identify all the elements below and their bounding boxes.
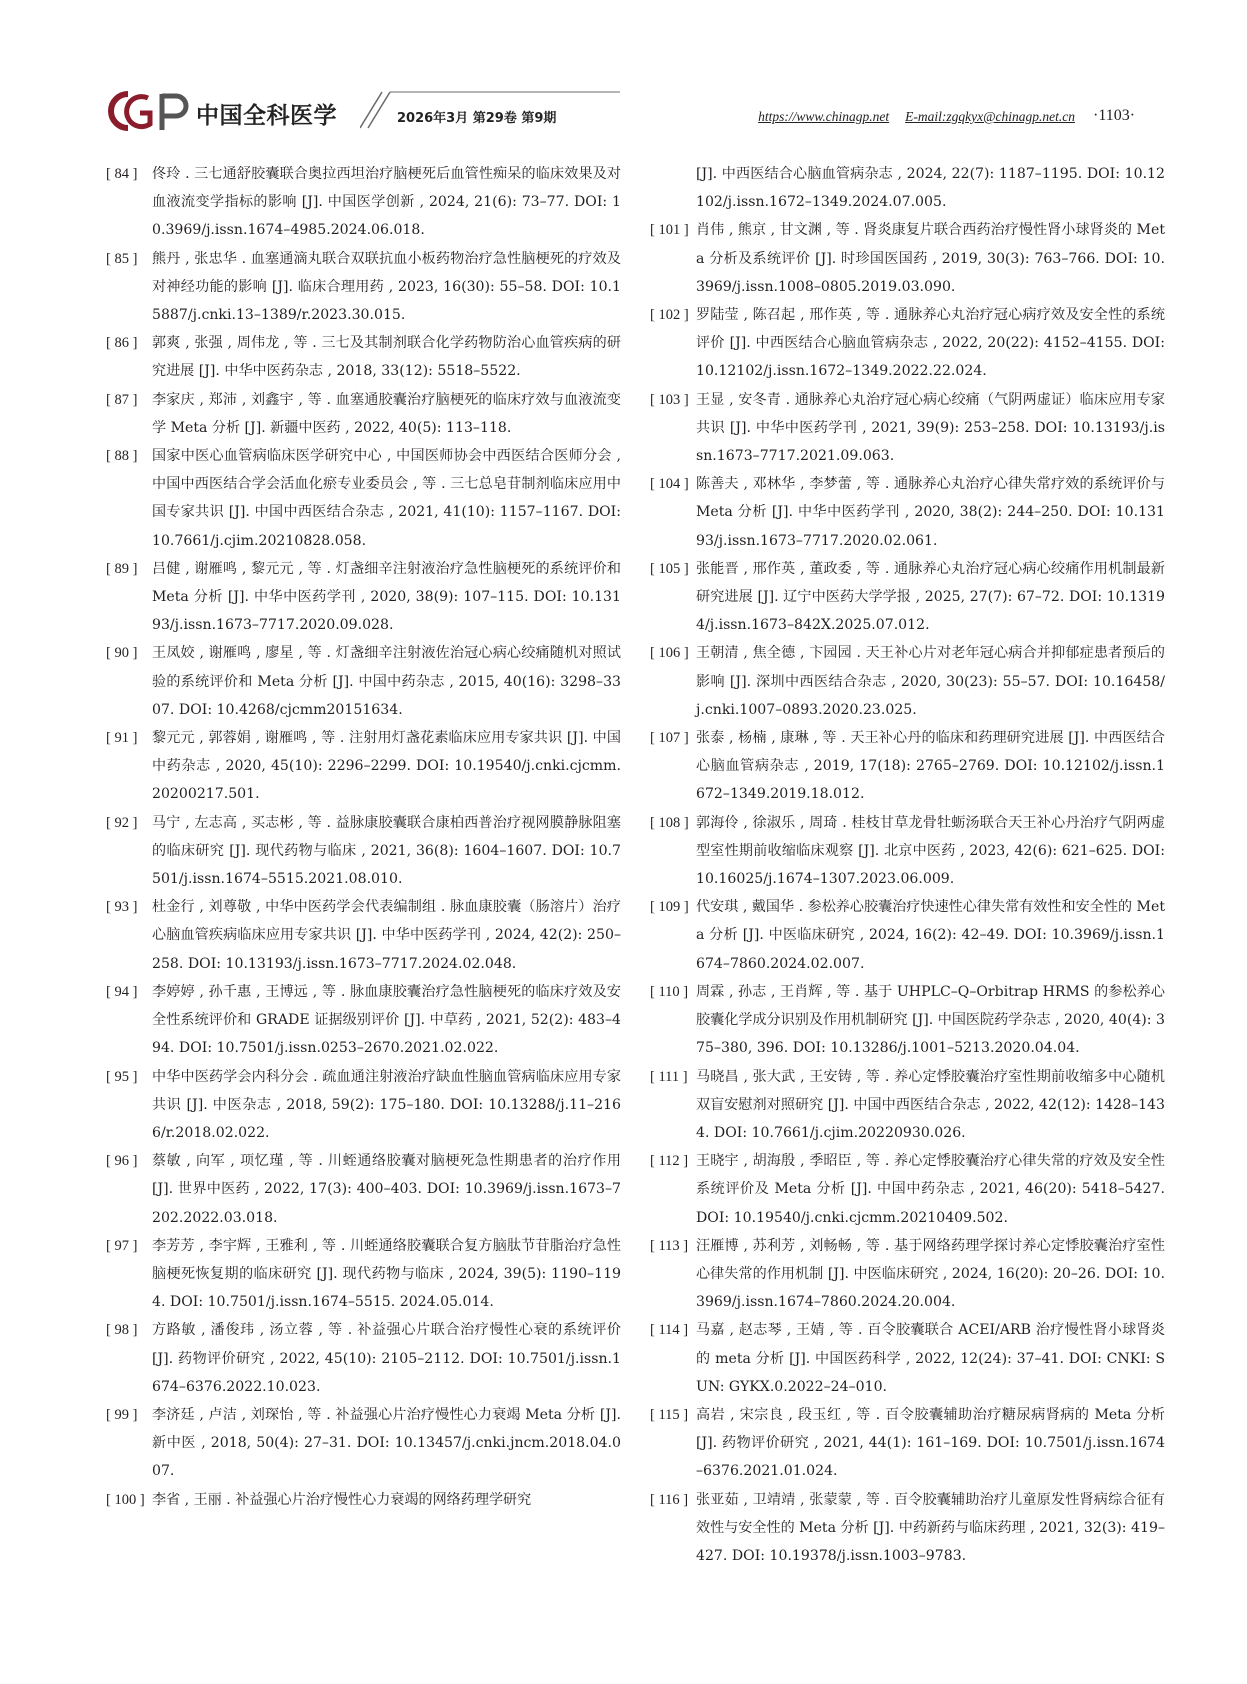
reference-text: 吕健 , 谢雁鸣 , 黎元元 , 等 . 灯盏细辛注射液治疗急性脑梗死的系统评价和 Meta 分析 [J]. 中华中医药学刊 , 2020, 38(9): 107–115. DOI: 10.13193/j.issn.1673–7717.2020.09.028. — [152, 560, 621, 634]
reference-entry — [106, 1486, 621, 1514]
reference-entry — [650, 1316, 1165, 1401]
reference-text: 王晓宇 , 胡海殷 , 季昭臣 , 等 . 养心定悸胶囊治疗心律失常的疗效及安全性系统评价及 Meta 分析 [J]. 中国中药杂志 , 2021, 46(20): 5418–5427. DOI: 10.19540/j.cnki.cjcmm.20210409.502. — [696, 1153, 1165, 1226]
reference-number: [ 86 ] — [106, 335, 138, 352]
reference-text: 汪雁博 , 苏利芳 , 刘畅畅 , 等 . 基于网络药理学探讨养心定悸胶囊治疗室性心律失常的作用机制 [J]. 中医临床研究 , 2024, 16(20): 20–26. DOI: 10.3969/j.issn.1674–7860.2024.20.004. — [696, 1237, 1165, 1311]
reference-number: [ 111 ] — [650, 1068, 688, 1085]
reference-number: [ 96 ] — [106, 1153, 138, 1170]
reference-number: [ 87 ] — [106, 391, 138, 408]
reference-entry — [650, 724, 1165, 809]
reference-number: [ 85 ] — [106, 250, 138, 267]
reference-number: [ 90 ] — [106, 645, 138, 662]
reference-text: 马晓昌 , 张大武 , 王安铸 , 等 . 养心定悸胶囊治疗室性期前收缩多中心随机双盲安慰剂对照研究 [J]. 中国中西医结合杂志 , 2022, 42(12): 1428–1434. DOI: 10.7661/j.cjim.20220930.026. — [696, 1068, 1165, 1141]
reference-entry — [106, 160, 621, 245]
reference-entry — [650, 1147, 1165, 1232]
reference-number: [ 109 ] — [650, 899, 689, 916]
reference-entry — [106, 386, 621, 442]
reference-text: 罗陆莹 , 陈召起 , 邢作英 , 等 . 通脉养心丸治疗冠心病疗效及安全性的系统评价 [J]. 中西医结合心脑血管病杂志 , 2022, 20(22): 4152–4155. DOI: 10.12102/j.issn.1672–1349.2022.22.024. — [696, 307, 1165, 380]
reference-number: [ 101 ] — [650, 222, 689, 239]
reference-text: 蔡敏 , 向军 , 项忆瑾 , 等 . 川蛭通络胶囊对脑梗死急性期患者的治疗作用 [J]. 世界中医药 , 2022, 17(3): 400–403. DOI: 10.3969/j.issn.1673–7202.2022.03.018. — [152, 1153, 621, 1226]
reference-entry — [106, 555, 621, 640]
reference-entry — [650, 809, 1165, 894]
reference-entry — [106, 1147, 621, 1232]
reference-entry — [106, 809, 621, 894]
reference-number: [ 99 ] — [106, 1406, 138, 1423]
reference-text: 张能晋 , 邢作英 , 董政委 , 等 . 通脉养心丸治疗冠心病心绞痛作用机制最新研究进展 [J]. 辽宁中医药大学学报 , 2025, 27(7): 67–72. DOI: 10.13194/j.issn.1673–842X.2025.07.012. — [696, 560, 1165, 634]
page-header — [0, 0, 1247, 150]
reference-number: [ 114 ] — [650, 1322, 689, 1339]
reference-text: 李婷婷 , 孙千惠 , 王博远 , 等 . 脉血康胶囊治疗急性脑梗死的临床疗效及安全性系统评价和 GRADE 证据级别评价 [J]. 中草药 , 2021, 52(2): 483–494. DOI: 10.7501/j.issn.0253–2670.2021.02.022. — [152, 983, 621, 1057]
website-link[interactable]: https://www.chinagp.net — [758, 109, 890, 124]
reference-entry — [106, 1232, 621, 1317]
reference-number: [ 93 ] — [106, 899, 138, 916]
reference-entry — [106, 724, 621, 809]
reference-entry — [650, 639, 1165, 724]
reference-text: 肖伟 , 熊京 , 甘文渊 , 等 . 肾炎康复片联合西药治疗慢性肾小球肾炎的 Meta 分析及系统评价 [J]. 时珍国医国药 , 2019, 30(3): 763–766. DOI: 10.3969/j.issn.1008–0805.2019.03.090. — [696, 222, 1165, 295]
reference-number: [ 108 ] — [650, 814, 689, 831]
email-text[interactable]: E-mail:zgqkyx@chinagp.net.cn — [905, 109, 1075, 124]
reference-number: [ 104 ] — [650, 476, 689, 493]
reference-entry — [650, 1063, 1165, 1148]
reference-entry — [650, 555, 1165, 640]
reference-number: [ 84 ] — [106, 166, 138, 182]
reference-text: 李家庆 , 郑沛 , 刘鑫宇 , 等 . 血塞通胶囊治疗脑梗死的临床疗效与血液流变学 Meta 分析 [J]. 新疆中医药 , 2022, 40(5): 113–118. — [152, 391, 621, 436]
reference-text: 张泰 , 杨楠 , 康琳 , 等 . 天王补心丹的临床和药理研究进展 [J]. 中西医结合心脑血管病杂志 , 2019, 17(18): 2765–2769. DOI: 10.12102/j.issn.1672–1349.2019.18.012. — [696, 730, 1165, 803]
reference-text: 郭海伶 , 徐淑乐 , 周琦 . 桂枝甘草龙骨牡蛎汤联合天王补心丹治疗气阴两虚型室性期前收缩临床观察 [J]. 北京中医药 , 2023, 42(6): 621–625. DOI: 10.16025/j.1674–1307.2023.06.009. — [696, 814, 1165, 888]
reference-text: 熊丹 , 张忠华 . 血塞通滴丸联合双联抗血小板药物治疗急性脑梗死的疗效及对神经功能的影响 [J]. 临床合理用药 , 2023, 16(30): 55–58. DOI: 10.15887/j.cnki.13–1389/r.2023.30.015. — [152, 250, 621, 324]
reference-text: 佟玲 . 三七通舒胶囊联合奥拉西坦治疗脑梗死后血管性痴呆的临床效果及对血液流变学指标的影响 [J]. 中国医学创新 , 2024, 21(6): 73–77. DOI: 10.3969/j.issn.1674–4985.2024.06.018. — [152, 166, 621, 239]
reference-entry — [106, 639, 621, 724]
reference-entry — [106, 329, 621, 385]
reference-number: [ 103 ] — [650, 391, 689, 408]
reference-entry — [106, 245, 621, 330]
journal-title: 中国全科医学 — [196, 103, 337, 129]
reference-number: [ 105 ] — [650, 560, 689, 577]
reference-number: [ 115 ] — [650, 1406, 689, 1423]
reference-number: [ 100 ] — [106, 1491, 145, 1508]
reference-column-right — [650, 160, 1165, 1570]
reference-entry — [650, 301, 1165, 386]
reference-text: 周霖 , 孙志 , 王肖辉 , 等 . 基于 UHPLC–Q–Orbitrap HRMS 的参松养心胶囊化学成分识别及作用机制研究 [J]. 中国医院药学杂志 , 2020, 40(4): 375–380, 396. DOI: 10.13286/j.1001–5213.2020.04.04. — [696, 983, 1165, 1057]
reference-number: [ 94 ] — [106, 983, 138, 1000]
reference-column-left — [106, 160, 621, 1514]
page-number: ·1103· — [1093, 107, 1136, 124]
reference-text: 李省 , 王丽 . 补益强心片治疗慢性心力衰竭的网络药理学研究 — [152, 1491, 532, 1508]
reference-number: [ 91 ] — [106, 730, 138, 747]
reference-text: 王凤姣 , 谢雁鸣 , 廖星 , 等 . 灯盏细辛注射液佐治冠心病心绞痛随机对照试验的系统评价和 Meta 分析 [J]. 中国中药杂志 , 2015, 40(16): 3298–3307. DOI: 10.4268/cjcmm20151634. — [152, 645, 621, 718]
reference-text: 王朝清 , 焦全德 , 卞园园 . 天王补心片对老年冠心病合并抑郁症患者预后的影响 [J]. 深圳中西医结合杂志 , 2020, 30(23): 55–57. DOI: 10.16458/j.cnki.1007–0893.2020.23.025. — [696, 645, 1165, 718]
reference-entry — [650, 216, 1165, 301]
reference-text: 郭爽 , 张强 , 周伟龙 , 等 . 三七及其制剂联合化学药物防治心血管疾病的研究进展 [J]. 中华中医药杂志 , 2018, 33(12): 5518–5522. — [152, 335, 621, 380]
reference-number: [ 95 ] — [106, 1068, 138, 1085]
reference-text: 高岩 , 宋宗良 , 段玉红 , 等 . 百令胶囊辅助治疗糖尿病肾病的 Meta 分析 [J]. 药物评价研究 , 2021, 44(1): 161–169. DOI: 10.7501/j.issn.1674–6376.2021.01.024. — [696, 1406, 1165, 1480]
reference-number: [ 112 ] — [650, 1153, 689, 1170]
reference-number: [ 106 ] — [650, 645, 689, 662]
reference-text: 马宁 , 左志高 , 买志彬 , 等 . 益脉康胶囊联合康柏西普治疗视网膜静脉阻塞的临床研究 [J]. 现代药物与临床 , 2021, 36(8): 1604–1607. DOI: 10.7501/j.issn.1674–5515.2021.08.010. — [152, 814, 621, 888]
reference-entry — [106, 1316, 621, 1401]
reference-number: [ 113 ] — [650, 1237, 689, 1254]
issue-info: 2026年3月 第29卷 第9期 — [397, 111, 557, 126]
journal-logo — [98, 88, 198, 134]
reference-entry — [650, 893, 1165, 978]
reference-entry — [106, 1063, 621, 1148]
reference-text: 张亚茹 , 卫靖靖 , 张蒙蒙 , 等 . 百令胶囊辅助治疗儿童原发性肾病综合征有效性与安全性的 Meta 分析 [J]. 中药新药与临床药理 , 2021, 32(3): 419–427. DOI: 10.19378/j.issn.1003–9783. — [696, 1491, 1165, 1564]
reference-text: 代安琪 , 戴国华 . 参松养心胶囊治疗快速性心律失常有效性和安全性的 Meta 分析 [J]. 中医临床研究 , 2024, 16(2): 42–49. DOI: 10.3969/j.issn.1674–7860.2024.02.007. — [696, 899, 1165, 972]
reference-text: 方路敏 , 潘俊玮 , 汤立蓉 , 等 . 补益强心片联合治疗慢性心衰的系统评价 [J]. 药物评价研究 , 2022, 45(10): 2105–2112. DOI: 10.7501/j.issn.1674–6376.2022.10.023. — [152, 1322, 621, 1395]
reference-text: 国家中医心血管病临床医学研究中心 , 中国医师协会中西医结合医师分会 , 中国中西医结合学会活血化瘀专业委员会 , 等 . 三七总皂苷制剂临床应用中国专家共识 [J]. 中国中西医结合杂志 , 2021, 41(10): 1157–1167. DOI: 10.7661/j.cjim.20210828.058. — [152, 448, 621, 549]
reference-text: 黎元元 , 郭蓉娟 , 谢雁鸣 , 等 . 注射用灯盏花素临床应用专家共识 [J]. 中国中药杂志 , 2020, 45(10): 2296–2299. DOI: 10.19540/j.cnki.cjcmm.20200217.501. — [152, 730, 621, 803]
reference-number: [ 92 ] — [106, 814, 138, 831]
reference-text: 李芳芳 , 李宇辉 , 王雅利 , 等 . 川蛭通络胶囊联合复方脑肽节苷脂治疗急性脑梗死恢复期的临床研究 [J]. 现代药物与临床 , 2024, 39(5): 1190–1194. DOI: 10.7501/j.issn.1674–5515. 2024.05.014. — [152, 1237, 621, 1311]
reference-text: 中华中医药学会内科分会 . 疏血通注射液治疗缺血性脑血管病临床应用专家共识 [J]. 中医杂志 , 2018, 59(2): 175–180. DOI: 10.13288/j.11–2166/r.2018.02.022. — [152, 1068, 621, 1141]
reference-number: [ 116 ] — [650, 1491, 689, 1508]
reference-entry — [650, 978, 1165, 1063]
reference-number: [ 102 ] — [650, 307, 689, 324]
reference-text: 陈善夫 , 邓林华 , 李梦蕾 , 等 . 通脉养心丸治疗心律失常疗效的系统评价与 Meta 分析 [J]. 中华中医药学刊 , 2020, 38(2): 244–250. DOI: 10.13193/j.issn.1673–7717.2020.02.061. — [696, 476, 1165, 549]
reference-entry — [106, 1401, 621, 1486]
reference-number: [ 89 ] — [106, 560, 138, 577]
contact-line — [758, 109, 1075, 125]
reference-entry — [650, 1232, 1165, 1317]
reference-entry — [650, 1401, 1165, 1486]
reference-number: [ 98 ] — [106, 1322, 138, 1339]
reference-text: [J]. 中西医结合心脑血管病杂志 , 2024, 22(7): 1187–1195. DOI: 10.12102/j.issn.1672–1349.2024.07.005. — [696, 166, 1165, 211]
reference-text: 王显 , 安冬青 . 通脉养心丸治疗冠心病心绞痛（气阴两虚证）临床应用专家共识 [J]. 中华中医药学刊 , 2021, 39(9): 253–258. DOI: 10.13193/j.issn.1673–7717.2021.09.063. — [696, 391, 1165, 465]
reference-number: [ 110 ] — [650, 983, 689, 1000]
reference-text: 李济廷 , 卢洁 , 刘琛怡 , 等 . 补益强心片治疗慢性心力衰竭 Meta 分析 [J]. 新中医 , 2018, 50(4): 27–31. DOI: 10.13457/j.cnki.jncm.2018.04.007. — [152, 1406, 621, 1480]
reference-number: [ 107 ] — [650, 730, 689, 747]
reference-entry — [106, 893, 621, 978]
reference-text: 马嘉 , 赵志琴 , 王婧 , 等 . 百令胶囊联合 ACEI/ARB 治疗慢性肾小球肾炎的 meta 分析 [J]. 中国医药科学 , 2022, 12(24): 37–41. DOI: CNKI: SUN: GYKX.0.2022–24–010. — [696, 1322, 1165, 1395]
reference-entry — [106, 442, 621, 555]
reference-number: [ 97 ] — [106, 1237, 138, 1254]
reference-entry — [650, 470, 1165, 555]
reference-entry — [650, 386, 1165, 471]
reference-number: [ 88 ] — [106, 448, 138, 465]
reference-entry — [650, 160, 1165, 216]
reference-entry — [106, 978, 621, 1063]
reference-text: 杜金行 , 刘尊敬 , 中华中医药学会代表编制组 . 脉血康胶囊（肠溶片）治疗心脑血管疾病临床应用专家共识 [J]. 中华中医药学刊 , 2024, 42(2): 250–258. DOI: 10.13193/j.issn.1673–7717.2024.02.048. — [152, 899, 621, 972]
reference-entry — [650, 1486, 1165, 1571]
